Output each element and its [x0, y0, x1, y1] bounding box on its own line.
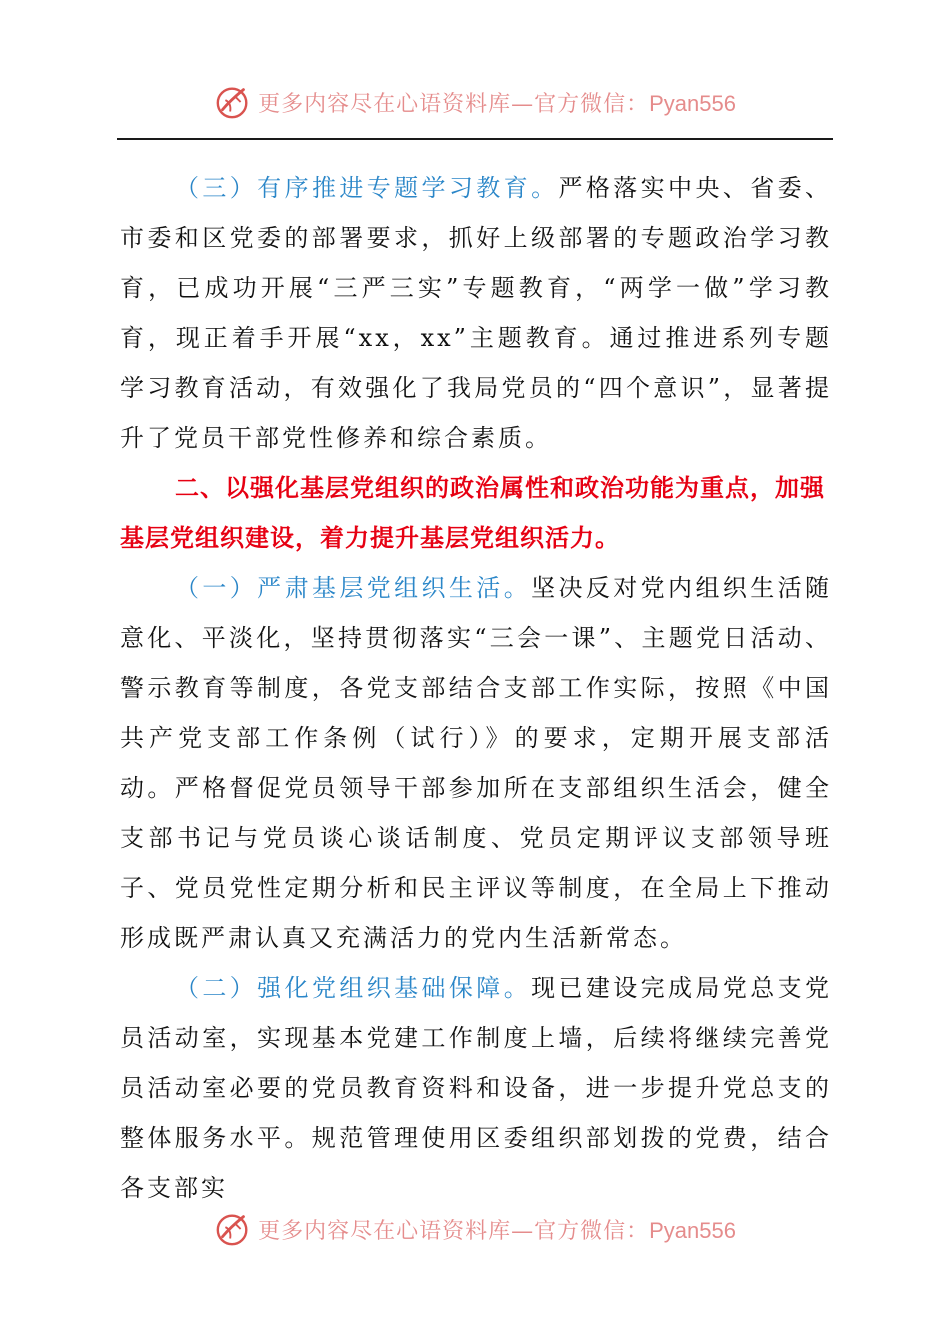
pen-logo-icon [214, 1210, 252, 1248]
document-body [120, 163, 832, 1213]
header-banner [0, 80, 950, 124]
footer-banner [0, 1207, 950, 1251]
header-banner-text: 更多内容尽在心语资料库—官方微信：Pyan556 [258, 90, 736, 117]
paragraph-lead: （三）有序推进专题学习教育。 [175, 174, 559, 202]
paragraph-text: 坚决反对党内组织生活随意化、平淡化，坚持贯彻落实“三会一课”、主题党日活动、警示教育等制度，各党支部结合支部工作实际，按照《中国共产党支部工作条例（试行）》的要求，定期开展支部活动。严格督促党员领导干部参加所在支部组织生活会，健全支部书记与党员谈心谈话制度、党员定期评议支部领导班子、党员党性定期分析和民主评议等制度，在全局上下推动形成既严肃认真又充满活力的党内生活新常态。 [120, 574, 833, 952]
paragraph-text: 现已建设完成局党总支党员活动室，实现基本党建工作制度上墙，后续将继续完善党员活动室必要的党员教育资料和设备，进一步提升党总支的整体服务水平。规范管理使用区委组织部划拨的党费，结合各支部实 [120, 974, 833, 1202]
footer-banner-text: 更多内容尽在心语资料库—官方微信：Pyan556 [258, 1217, 736, 1244]
paragraph-basic-guarantee [120, 963, 832, 1213]
section-heading: 二、以强化基层党组织的政治属性和政治功能为重点，加强基层党组织建设，着力提升基层党组织活力。 [120, 474, 825, 552]
paragraph-text: 严格落实中央、省委、市委和区党委的部署要求，抓好上级部署的专题政治学习教育，已成功开展“三严三实”专题教育，“两学一做”学习教育，现正着手开展“xx，xx”主题教育。通过推进系列专题学习教育活动，有效强化了我局党员的“四个意识”，显著提升了党员干部党性修养和综合素质。 [120, 174, 833, 452]
paragraph-lead: （二）强化党组织基础保障。 [175, 974, 532, 1002]
header-divider [117, 138, 833, 140]
paragraph-party-life [120, 563, 832, 963]
pen-logo-icon [214, 83, 252, 121]
paragraph-study-education [120, 163, 832, 463]
paragraph-lead: （一）严肃基层党组织生活。 [175, 574, 532, 602]
